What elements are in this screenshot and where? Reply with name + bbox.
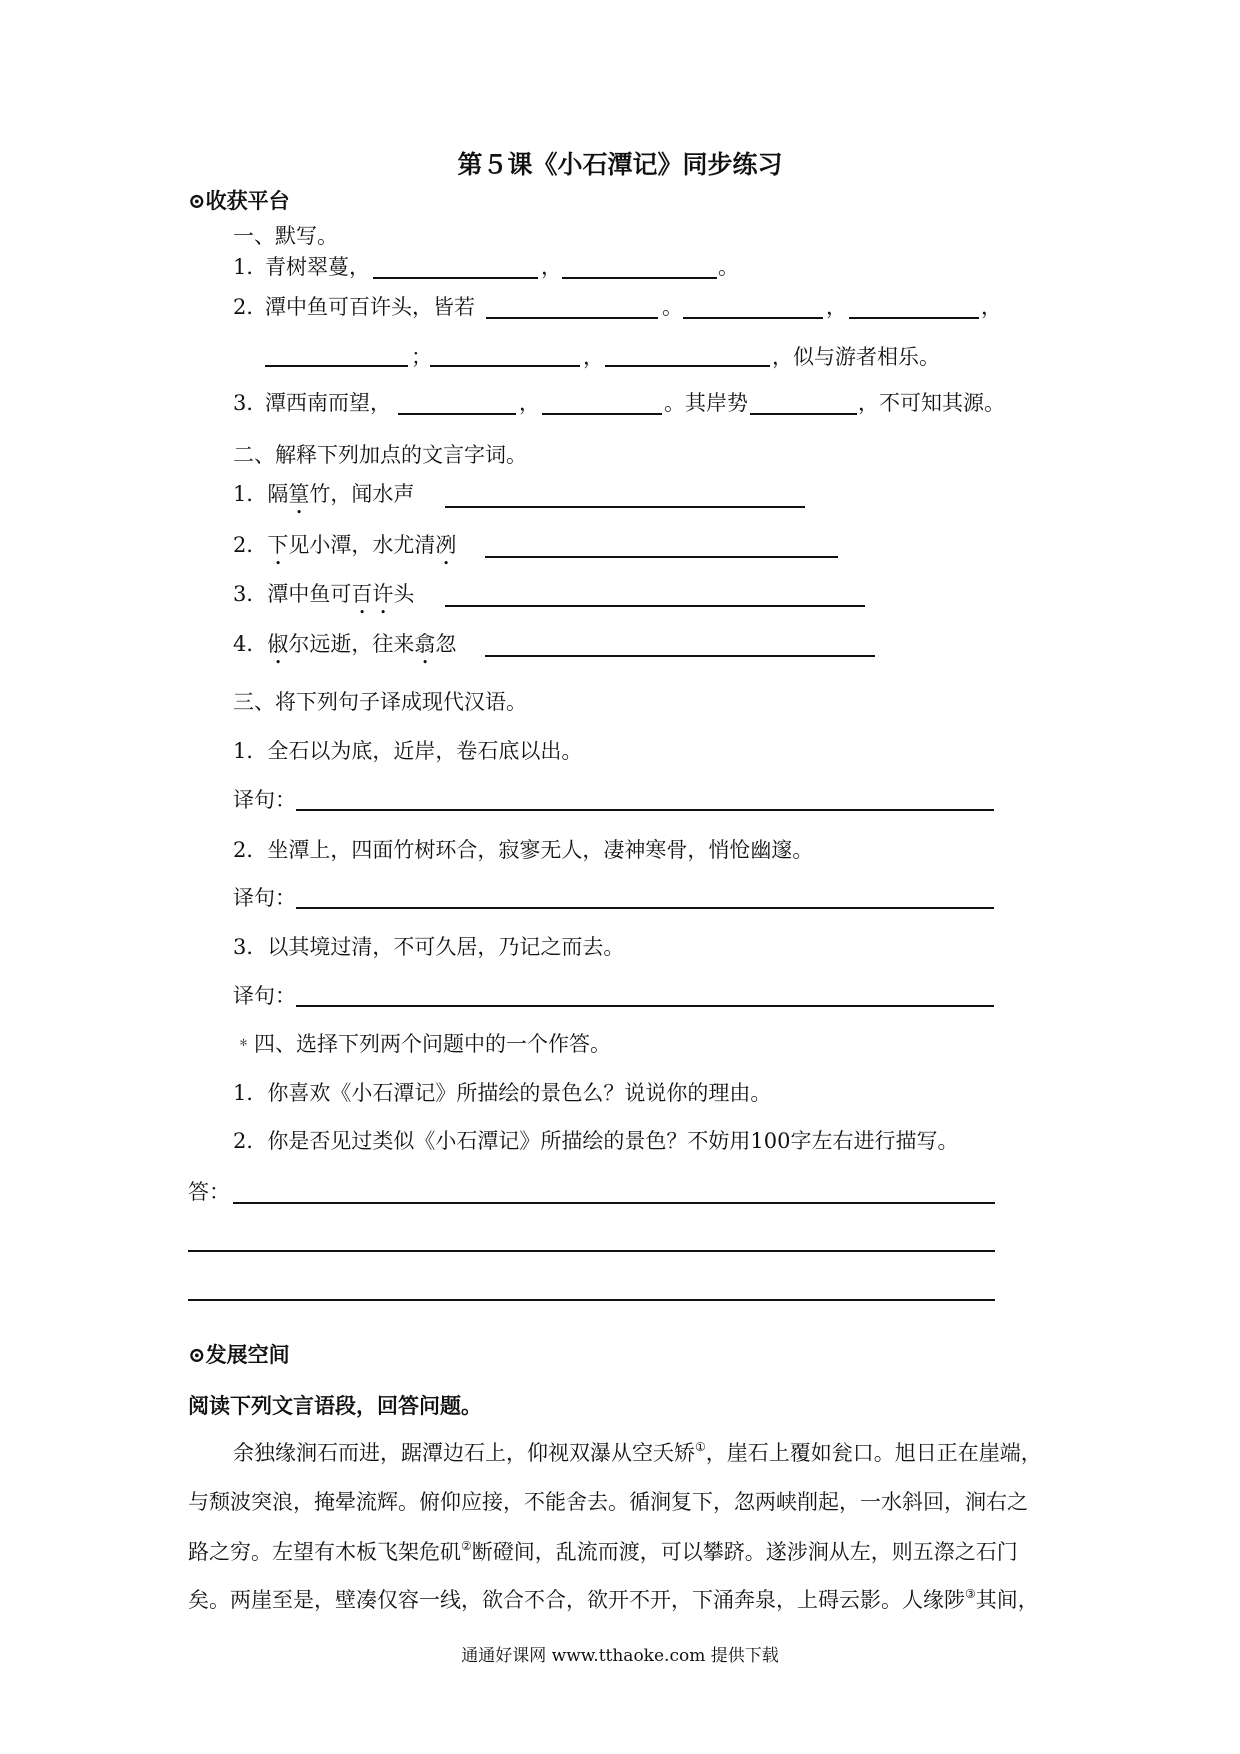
part4-q1: 1．你喜欢《小石潭记》所描绘的景色么？说说你的理由。 — [233, 1081, 772, 1105]
part2-item-3 — [233, 582, 414, 619]
part1-q3-tail: ，不可知其源。 — [858, 391, 1005, 415]
translation-line[interactable] — [296, 907, 994, 909]
dotted-word: 俶 — [267, 632, 289, 656]
reading-heading: 阅读下列文言语段，回答问题。 — [188, 1393, 482, 1418]
dotted-word: 下 — [267, 533, 289, 557]
dotted-word: 百 — [351, 582, 373, 606]
item-num: 1． — [233, 482, 268, 506]
item-text: 竹，闻水声 — [309, 482, 415, 506]
translation-line[interactable] — [296, 1005, 994, 1007]
answer-line[interactable] — [485, 655, 875, 657]
blank-line[interactable] — [750, 413, 857, 415]
answer-line[interactable] — [188, 1299, 995, 1301]
part1-q3-sep: ， — [519, 391, 540, 415]
reading-line-3 — [188, 1539, 1018, 1564]
part1-q2-num: 2． — [233, 295, 268, 319]
reading-line-1 — [233, 1440, 1042, 1465]
part1-q3-num: 3． — [233, 391, 268, 415]
item-text: 头 — [393, 582, 415, 606]
reading-line-2: 与颓波突浪，掩晕流辉。俯仰应接，不能舍去。循涧复下，忽两峡削起，一水斜回，涧右之 — [188, 1490, 1028, 1514]
item-text: 隔 — [267, 482, 289, 506]
blank-line[interactable] — [430, 365, 580, 367]
part1-q2-tail: ，似与游者相乐。 — [772, 345, 940, 369]
dotted-word: 篁 — [288, 482, 310, 506]
footnote-marker: ③ — [965, 1587, 976, 1601]
part1-q2-semi: ； — [411, 345, 432, 369]
answer-line[interactable] — [445, 506, 805, 508]
part2-item-1 — [233, 482, 414, 519]
dotted-word: 冽 — [435, 533, 457, 557]
part1-q2-sep2: ， — [826, 295, 847, 319]
blank-line[interactable] — [265, 365, 408, 367]
translation-label: 译句： — [233, 788, 296, 812]
part3-item-1: 1．全石以为底，近岸，卷石底以出。 — [233, 739, 583, 763]
item-text: 见小潭，水尤清 — [288, 533, 436, 557]
dotted-word: 翕 — [414, 632, 436, 656]
footnote-marker: ② — [461, 1539, 472, 1553]
part1-q1-sep: ， — [541, 255, 562, 279]
part2-item-2 — [233, 533, 456, 570]
item-num: 3． — [233, 582, 268, 606]
footnote-marker: ① — [695, 1440, 706, 1454]
answer-line[interactable] — [485, 556, 838, 558]
passage-text: 矣。两崖至是，壁凑仅容一线，欲合不合，欲开不开，下涌奔泉，上碍云影。人缘陟 — [188, 1588, 965, 1612]
blank-line[interactable] — [486, 317, 658, 319]
page-footer: 通通好课网 www.tthaoke.com 提供下载 — [461, 1646, 779, 1666]
translation-line[interactable] — [296, 809, 994, 811]
part1-heading: 一、默写。 — [233, 224, 338, 248]
blank-line[interactable] — [542, 413, 662, 415]
part1-q2-sep1: 。 — [662, 295, 683, 319]
answer-line[interactable] — [445, 605, 865, 607]
part1-q1-end: 。 — [718, 255, 739, 279]
answer-line[interactable] — [233, 1202, 995, 1204]
passage-text: 余独缘涧石而进，踞潭边石上，仰视双瀑从空夭矫 — [233, 1441, 695, 1465]
blank-line[interactable] — [849, 317, 979, 319]
part1-q2-text: 潭中鱼可百许头，皆若 — [265, 295, 475, 319]
item-text: 潭中鱼可 — [267, 582, 352, 606]
part2-heading: 二、解释下列加点的文言字词。 — [233, 443, 527, 467]
part3-item-2: 2．坐潭上，四面竹树环合，寂寥无人，凄神寒骨，悄怆幽邃。 — [233, 838, 814, 862]
blank-line[interactable] — [605, 365, 770, 367]
item-num: 2． — [233, 533, 268, 557]
dotted-word: 许 — [372, 582, 394, 606]
reading-line-4 — [188, 1587, 1039, 1612]
blank-line[interactable] — [373, 277, 538, 279]
part1-q3-mid: 。其岸势 — [664, 391, 748, 415]
passage-text: 其间， — [975, 1588, 1039, 1612]
item-text: 忽 — [435, 632, 457, 656]
translation-label: 译句： — [233, 984, 296, 1008]
part1-q2-sep3: ， — [981, 295, 1002, 319]
page-title: 第５课《小石潭记》同步练习 — [457, 150, 783, 179]
part1-q2-comma1: ， — [583, 345, 604, 369]
passage-text: 路之穷。左望有木板飞架危矶 — [188, 1540, 461, 1564]
part1-q3-text: 潭西南而望， — [265, 391, 391, 415]
part1-q1-num: 1． — [233, 255, 268, 279]
part1-q1-text: 青树翠蔓， — [265, 255, 370, 279]
part4-q2: 2．你是否见过类似《小石潭记》所描绘的景色？不妨用100字左右进行描写。 — [233, 1129, 959, 1153]
section-heading-develop: ⊙发展空间 — [188, 1342, 290, 1367]
part4-heading: ﹡四、选择下列两个问题中的一个作答。 — [233, 1032, 611, 1056]
blank-line[interactable] — [562, 277, 717, 279]
passage-text: 断磴间，乱流而渡，可以攀跻。遂涉涧从左，则五漈之石门 — [471, 1540, 1018, 1564]
answer-label: 答： — [188, 1180, 230, 1204]
section-heading-harvest: ⊙收获平台 — [188, 188, 290, 213]
item-num: 4． — [233, 632, 268, 656]
part3-heading: 三、将下列句子译成现代汉语。 — [233, 690, 527, 714]
blank-line[interactable] — [398, 413, 516, 415]
item-text: 尔远逝，往来 — [288, 632, 415, 656]
passage-text: ，崖石上覆如瓮口。旭日正在崖端， — [705, 1441, 1042, 1465]
part3-item-3: 3．以其境过清，不可久居，乃记之而去。 — [233, 935, 625, 959]
answer-line[interactable] — [188, 1250, 995, 1252]
part2-item-4 — [233, 632, 456, 669]
blank-line[interactable] — [683, 317, 823, 319]
translation-label: 译句： — [233, 886, 296, 910]
